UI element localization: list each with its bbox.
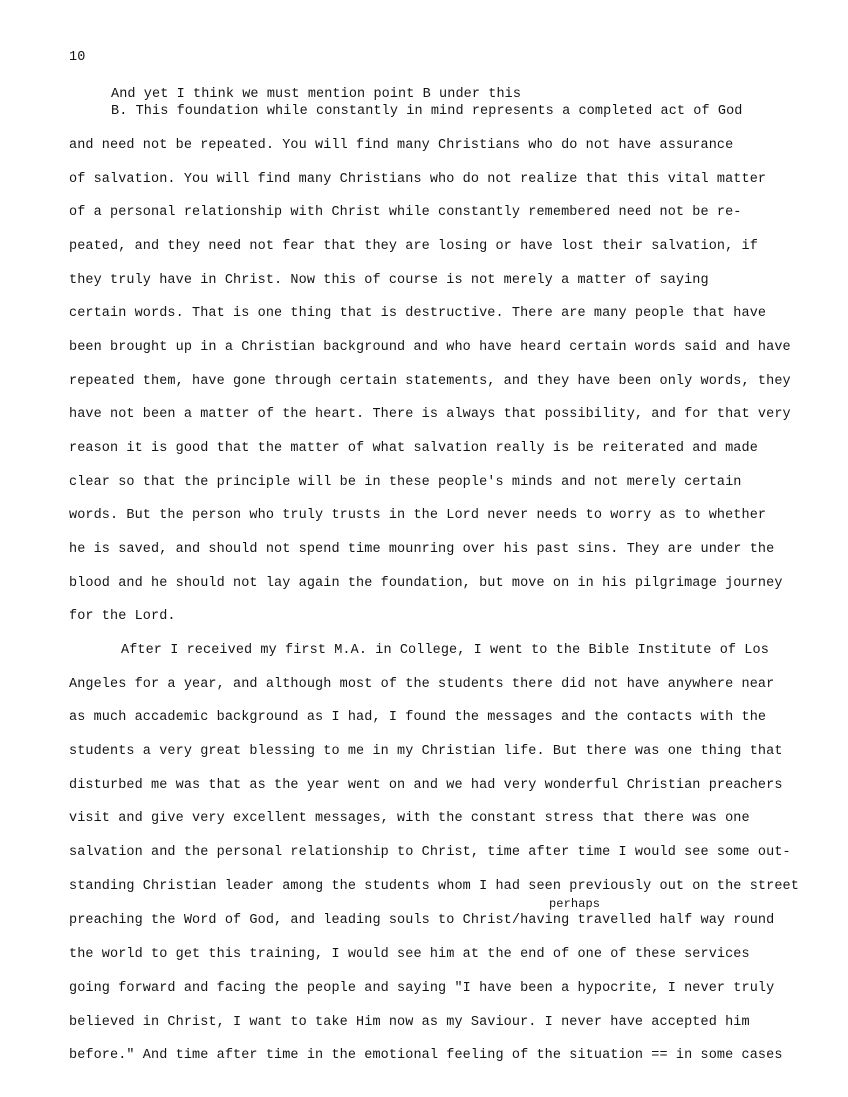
- text-line: salvation and the personal relationship to Christ, time after time I would see some out-: [69, 845, 791, 860]
- text-line: of salvation. You will find many Christians who do not realize that this vital matter: [69, 172, 767, 187]
- text-line: before." And time after time in the emotional feeling of the situation == in some cases: [69, 1048, 783, 1063]
- page-number: 10: [69, 50, 86, 65]
- text-line: the world to get this training, I would see him at the end of one of these services: [69, 947, 750, 962]
- text-line: they truly have in Christ. Now this of course is not merely a matter of saying: [69, 273, 709, 288]
- text-line: preaching the Word of God, and leading souls to Christ/having travelled half way round: [69, 913, 775, 928]
- handwritten-insertion: perhaps: [549, 897, 601, 911]
- text-line: for the Lord.: [69, 609, 176, 624]
- text-line: disturbed me was that as the year went on and we had very wonderful Christian preachers: [69, 778, 783, 793]
- text-line: blood and he should not lay again the foundation, but move on in his pilgrimage journey: [69, 576, 783, 591]
- text-line: he is saved, and should not spend time mounring over his past sins. They are under the: [69, 542, 775, 557]
- text-line: as much accademic background as I had, I found the messages and the contacts with the: [69, 710, 767, 725]
- text-line: clear so that the principle will be in these people's minds and not merely certain: [69, 475, 742, 490]
- text-line: reason it is good that the matter of what salvation really is be reiterated and made: [69, 441, 758, 456]
- text-line: of a personal relationship with Christ while constantly remembered need not be re-: [69, 205, 742, 220]
- text-line: visit and give very excellent messages, with the constant stress that there was one: [69, 811, 750, 826]
- text-line: words. But the person who truly trusts in the Lord never needs to worry as to whether: [69, 508, 767, 523]
- text-line: been brought up in a Christian background and who have heard certain words said and have: [69, 340, 791, 355]
- text-line: certain words. That is one thing that is destructive. There are many people that have: [69, 306, 767, 321]
- text-line: Angeles for a year, and although most of the students there did not have anywhere near: [69, 677, 775, 692]
- text-line: and need not be repeated. You will find many Christians who do not have assurance: [69, 138, 734, 153]
- text-line: believed in Christ, I want to take Him now as my Saviour. I never have accepted him: [69, 1015, 750, 1030]
- text-line: After I received my first M.A. in College, I went to the Bible Institute of Los: [121, 643, 769, 658]
- text-line: have not been a matter of the heart. There is always that possibility, and for that very: [69, 407, 791, 422]
- text-line: B. This foundation while constantly in mind represents a completed act of God: [111, 104, 743, 119]
- text-line: standing Christian leader among the students whom I had seen previously out on the street: [69, 879, 799, 894]
- text-line: going forward and facing the people and saying "I have been a hypocrite, I never truly: [69, 981, 775, 996]
- text-line: And yet I think we must mention point B under this: [111, 87, 522, 102]
- text-line: repeated them, have gone through certain statements, and they have been only words, they: [69, 374, 791, 389]
- text-line: students a very great blessing to me in my Christian life. But there was one thing that: [69, 744, 783, 759]
- text-line: peated, and they need not fear that they are losing or have lost their salvation, if: [69, 239, 758, 254]
